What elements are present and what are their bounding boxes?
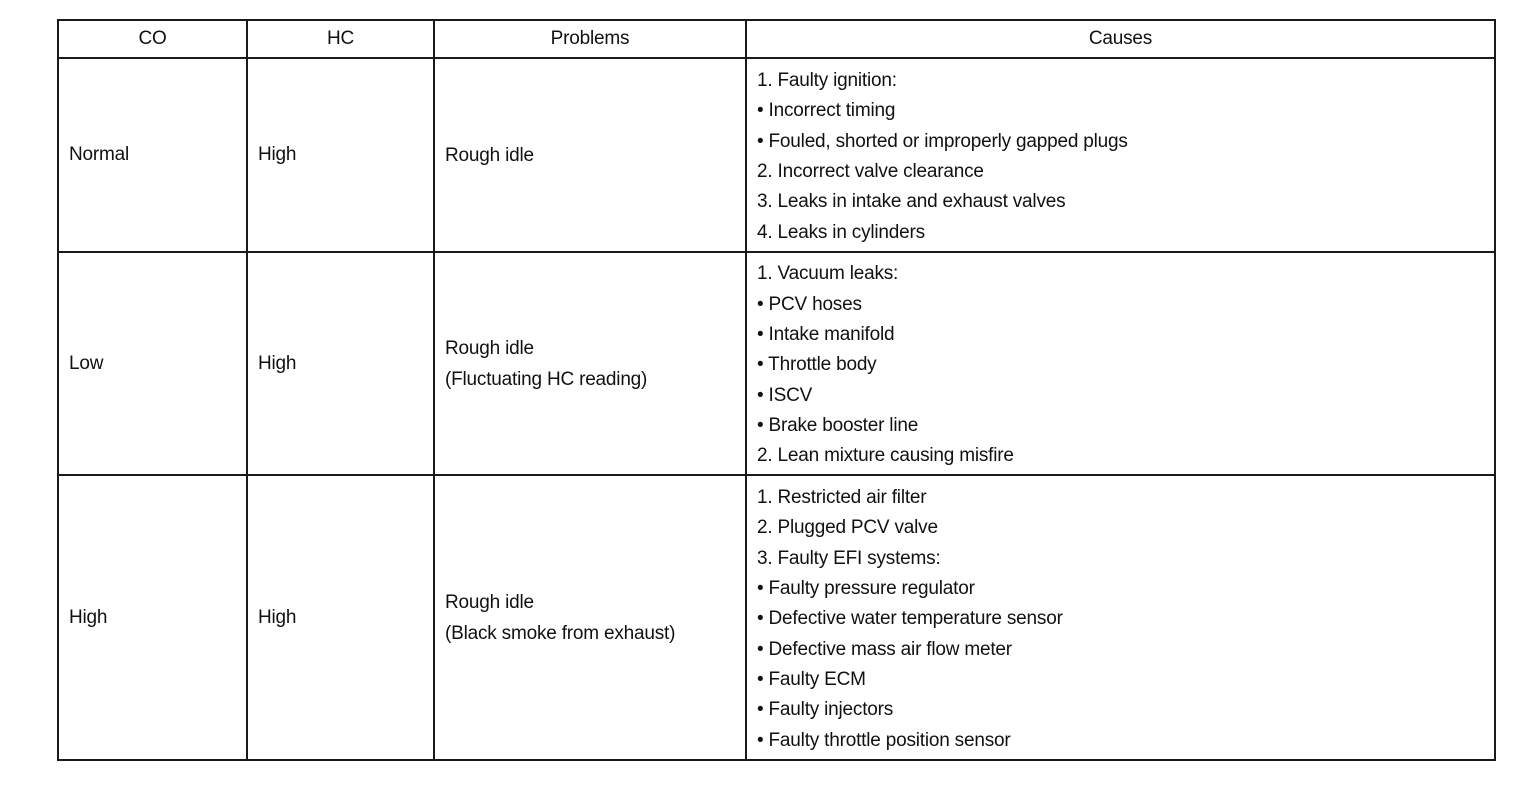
cause-item: • Faulty pressure regulator <box>757 578 975 600</box>
cause-item: 3. Leaks in intake and exhaust valves <box>757 191 1066 213</box>
cause-item: • Faulty throttle position sensor <box>757 729 1011 751</box>
causes-cell <box>746 475 1495 760</box>
co-value: High <box>58 475 247 760</box>
cause-item: 1. Faulty ignition: <box>757 70 897 92</box>
header-hc: HC <box>247 20 434 58</box>
cause-item: • Defective water temperature sensor <box>757 608 1063 630</box>
header-problems: Problems <box>434 20 746 58</box>
causes-cell <box>746 252 1495 475</box>
problem-note: (Fluctuating HC reading) <box>445 368 648 390</box>
problem-text: Rough idle <box>445 337 534 359</box>
header-row <box>58 20 1495 58</box>
cause-item: 2. Incorrect valve clearance <box>757 161 984 182</box>
causes-list <box>747 479 1494 756</box>
cause-item: • Incorrect timing <box>757 100 896 122</box>
cause-item: 2. Plugged PCV valve <box>757 517 938 539</box>
co-value: Low <box>58 252 247 475</box>
cause-item: 4. Leaks in cylinders <box>757 221 925 243</box>
cause-item: • Faulty ECM <box>757 668 866 690</box>
cause-item: • Throttle body <box>757 354 877 376</box>
table-row <box>58 58 1495 252</box>
hc-value: High <box>247 252 434 475</box>
cause-item: • Brake booster line <box>757 414 919 436</box>
causes-list <box>747 255 1494 471</box>
cause-item: • Intake manifold <box>757 324 895 346</box>
problem-cell <box>434 475 746 760</box>
hc-value: High <box>247 475 434 760</box>
co-value: Normal <box>58 58 247 252</box>
hc-value: High <box>247 58 434 252</box>
cause-item: 1. Vacuum leaks: <box>757 263 899 285</box>
cause-item: • PCV hoses <box>757 293 862 315</box>
problem-text: Rough idle <box>445 144 534 166</box>
cause-item: 2. Lean mixture causing misfire <box>757 445 1014 467</box>
cause-item: • ISCV <box>757 384 813 406</box>
header-causes: Causes <box>746 20 1495 58</box>
causes-cell <box>746 58 1495 252</box>
table-row <box>58 475 1495 760</box>
header-co: CO <box>58 20 247 58</box>
problem-cell <box>434 58 746 252</box>
causes-list <box>747 62 1494 248</box>
problem-cell <box>434 252 746 475</box>
cause-item: • Fouled, shorted or improperly gapped plugs <box>757 130 1128 152</box>
cause-item: 1. Restricted air filter <box>757 487 927 509</box>
cause-item: 3. Faulty EFI systems: <box>757 547 941 569</box>
table-row <box>58 252 1495 475</box>
problem-note: (Black smoke from exhaust) <box>445 622 676 644</box>
problem-text: Rough idle <box>445 591 534 613</box>
cause-item: • Defective mass air flow meter <box>757 638 1012 660</box>
cause-item: • Faulty injectors <box>757 699 894 721</box>
diagnosis-table <box>57 19 1496 761</box>
